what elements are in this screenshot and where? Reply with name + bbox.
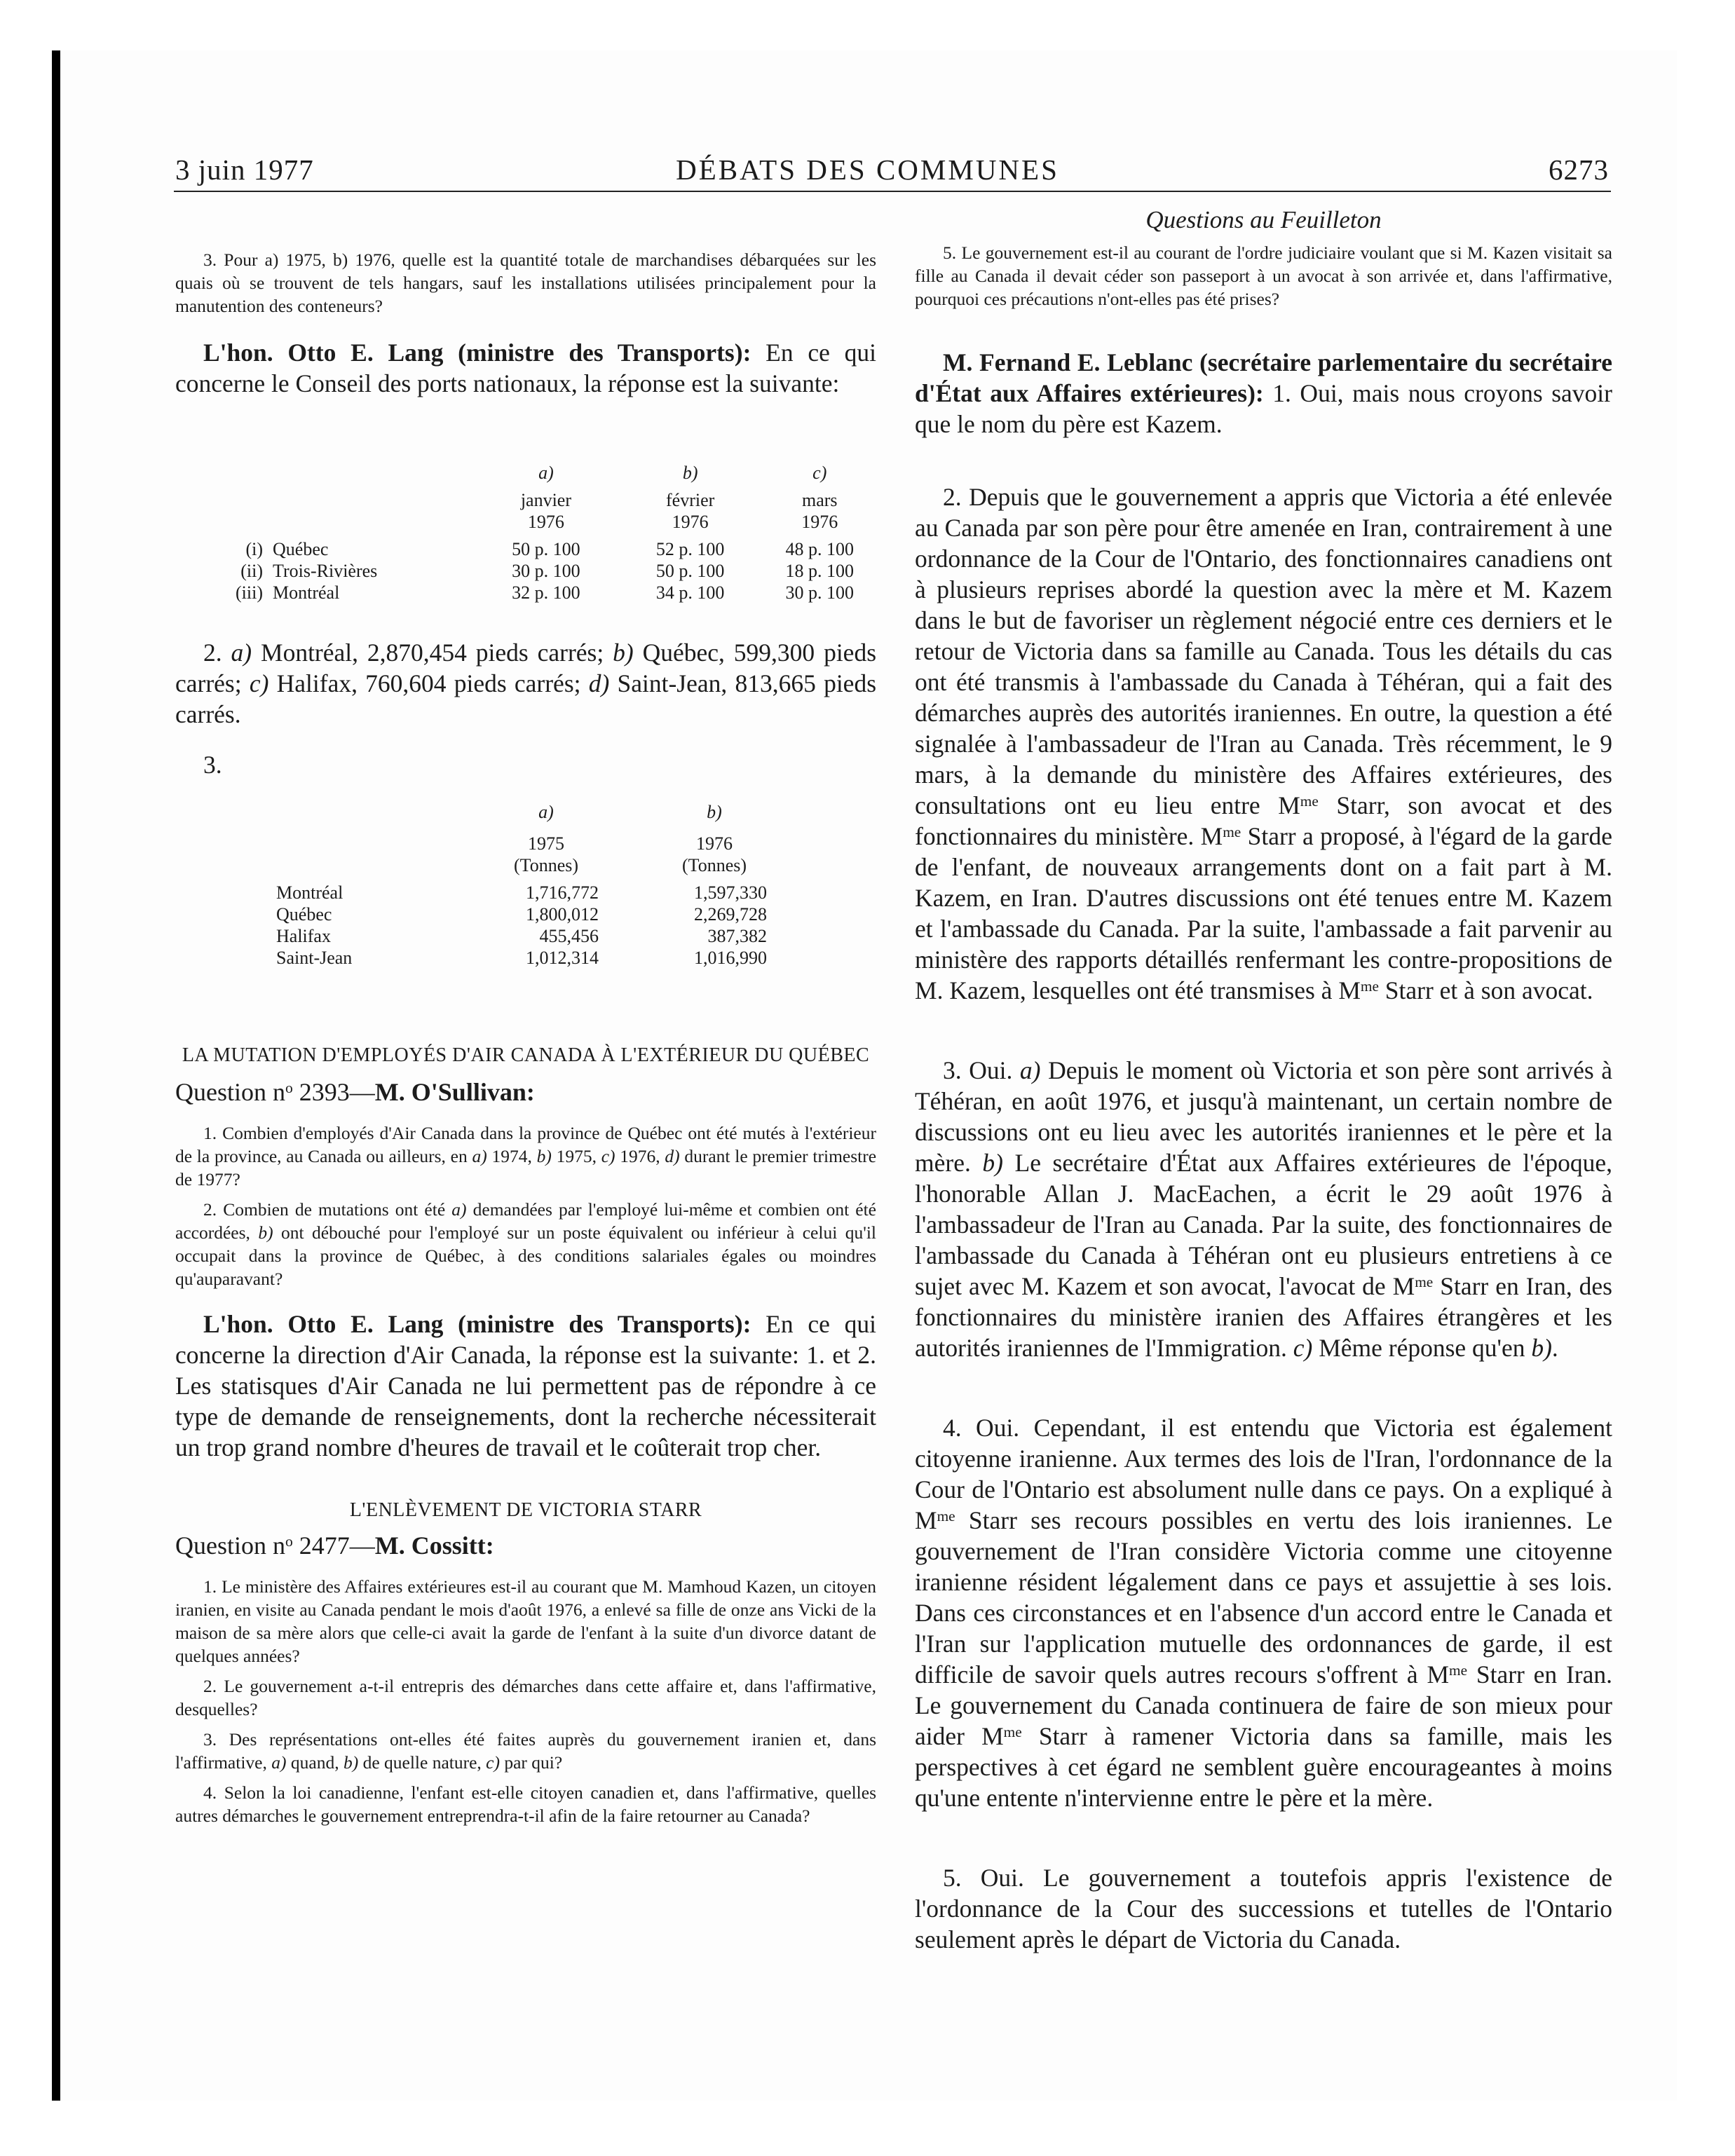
answer-3-paragraph [915, 1055, 1612, 1363]
item-letter: b) [258, 1222, 273, 1243]
item-letter: a) [1019, 1056, 1041, 1084]
cell-value: 30 p. 100 [512, 561, 580, 581]
item-letter: a) [231, 639, 252, 667]
row-roman: (i) [245, 539, 264, 559]
answer-text: Québec, 599,300 pieds carrés; [175, 639, 877, 697]
superscript: me [1449, 1661, 1468, 1679]
col-letter: b) [707, 802, 722, 822]
row-place: Halifax [276, 926, 331, 946]
cell-value: 50 p. 100 [655, 561, 725, 581]
answer-5-paragraph: 5. Oui. Le gouvernement a toutefois appris l'existence de l'ordonnance de la Cour des successions et tutelles de l'Ontario seulement après le départ de Victoria du Canada. [915, 1864, 1612, 1953]
question-text: quand, [286, 1752, 343, 1773]
answer-text: 3. Oui. [943, 1056, 1020, 1084]
speaker-name: L'hon. Otto E. Lang (ministre des Transports): [203, 339, 751, 367]
question-text: durant le premier trimestre de 1977? [175, 1146, 877, 1189]
question-text: 1. Combien d'employés d'Air Canada dans la province de Québec ont été mutés à l'extérieur de la province, au Canada ou ailleurs, en [175, 1123, 876, 1166]
item-letter: b) [1531, 1334, 1552, 1362]
col-month: février [666, 490, 715, 510]
question-text: 1974, [487, 1146, 537, 1166]
answer-3-label: 3. [203, 751, 222, 779]
question-label: Question n [175, 1078, 285, 1106]
superscript: me [1003, 1723, 1022, 1740]
item-letter: a) [451, 1199, 467, 1220]
table-row [276, 925, 767, 947]
col-letter: c) [812, 463, 827, 483]
cell-value: 2,269,728 [694, 904, 767, 925]
left-column [175, 203, 876, 1827]
answer-text: Halifax, 760,604 pieds carrés; [268, 669, 589, 697]
answer-text: Starr et à son avocat. [1378, 976, 1593, 1004]
item-letter: c) [249, 669, 269, 697]
table-row [207, 560, 876, 582]
table-row [276, 947, 767, 969]
col-year: 1976 [801, 512, 838, 532]
question-text: ont débouché pour l'employé sur un poste équivalent ou inférieur à celui qu'il occupait dans la province de Québec, à des conditions salariales égales ou moindres qu'auparavant? [175, 1222, 876, 1289]
section-title-air-canada: LA MUTATION D'EMPLOYÉS D'AIR CANADA À L'EXTÉRIEUR DU QUÉBEC [182, 1044, 870, 1066]
answer-2-paragraph [915, 482, 1612, 1006]
row-place: Montréal [276, 882, 343, 903]
question-2393-part-2 [175, 1198, 876, 1290]
question-text: 2. Combien de mutations ont été [203, 1199, 452, 1220]
row-roman: (iii) [236, 582, 264, 603]
col-year: 1976 [672, 512, 709, 532]
col-unit: (Tonnes) [681, 855, 747, 875]
answer-text: Starr ses recours possibles en vertu des lois iraniennes. Le gouvernement de l'Iran considère Victoria comme une citoyenne iranienne résident légalement dans ce pays et assujettie à ses lois. Dans ces circonstances et en l'absence d'un accord entre le Canada et l'Iran sur l'application mutuelle des ordonnances de garde, il est difficile de savoir quels autres recours s'offrent à M [915, 1506, 1612, 1688]
cell-value: 32 p. 100 [512, 582, 580, 603]
reply-lang-ports [175, 337, 876, 399]
question-text: demandées par l'employé lui-même et combien ont été accordées, [175, 1199, 876, 1243]
scan-edge-bar [52, 50, 60, 2101]
col-unit: (Tonnes) [513, 855, 579, 875]
table-row [207, 582, 876, 603]
answer-text: Starr en Iran, des fonctionnaires du ministère iranien des Affaires étrangères et les autorités iraniennes de l'Immigration. [915, 1272, 1612, 1362]
question-label: Question n [175, 1531, 285, 1560]
cell-value: 48 p. 100 [785, 539, 855, 559]
running-head-questions: Questions au Feuilleton [1145, 206, 1382, 233]
col-letter: a) [538, 463, 554, 483]
table-row [276, 903, 767, 925]
answer-4-paragraph [915, 1412, 1612, 1813]
question-text: par qui? [499, 1752, 563, 1773]
col-year: 1976 [527, 512, 564, 532]
superscript: me [1415, 1273, 1434, 1290]
question-text: 1975, [551, 1146, 601, 1166]
reply-leblanc [915, 347, 1612, 439]
question-2393-part-1 [175, 1121, 876, 1191]
reply-text: En ce qui concerne le Conseil des ports nationaux, la réponse est la suivante: [175, 339, 877, 397]
answer-text: 4. Oui. Cependant, il est entendu que Victoria est également citoyenne iranienne. Aux termes des lois de l'Iran, l'ordonnance de la Cour de l'Ontario est absolument nulle dans ce pays. On a expliqué à M [915, 1414, 1612, 1534]
item-letter: b) [536, 1146, 552, 1166]
row-roman: (ii) [240, 561, 264, 581]
question-text: 3. Des représentations ont-elles été faites auprès du gouvernement iranien et, dans l'affirmative, [175, 1729, 876, 1773]
col-year: 1975 [528, 833, 564, 854]
col-year: 1976 [696, 833, 733, 854]
row-place: Québec [273, 539, 329, 559]
cell-value: 1,012,314 [526, 948, 599, 968]
answer-text: Montréal, 2,870,454 pieds carrés; [252, 639, 613, 667]
reply-lang-air-canada [175, 1309, 876, 1463]
right-column [915, 203, 1612, 1955]
question-2477-part-2: 2. Le gouvernement a-t-il entrepris des démarches dans cette affaire et, dans l'affirmative, desquelles? [175, 1676, 876, 1719]
answer-text: Le secrétaire d'État aux Affaires extérieures de l'époque, l'honorable Allan J. MacEachen, a écrit le 29 août 1976 à l'ambassadeur de l'Iran au Canada. Par la suite, des fonctionnaires de l'ambassade du Canada à Téhéran ont eu plusieurs entretiens à ce sujet avec M. Kazem et son avocat, l'avocat de M [915, 1149, 1612, 1300]
cell-value: 50 p. 100 [512, 539, 580, 559]
item-letter: d) [588, 669, 610, 697]
item-letter: a) [472, 1146, 487, 1166]
superscript: me [937, 1507, 955, 1524]
superscript: me [1360, 977, 1379, 995]
cell-value: 30 p. 100 [785, 582, 855, 603]
row-place: Montréal [273, 582, 340, 603]
question-2477-part-1: 1. Le ministère des Affaires extérieures est-il au courant que M. Mamhoud Kazen, un citoyen iranien, en visite au Canada pendant le mois d'août 1976, a enlevé sa fille de onze ans Vicki de la maison de sa mère alors que celle-ci avait la garde de l'enfant à la suite d'un divorce datant de quelques années? [175, 1576, 876, 1666]
item-letter: a) [271, 1752, 287, 1773]
question-2477-part-4: 4. Selon la loi canadienne, l'enfant est-elle citoyen canadien et, dans l'affirmative, quelles autres démarches le gouvernement entreprendra-t-il afin de la faire retourner au Canada? [175, 1782, 876, 1826]
item-letter: c) [601, 1146, 615, 1166]
question-3-text: 3. Pour a) 1975, b) 1976, quelle est la quantité totale de marchandises débarquées sur les quais où se trouvent de tels hangars, sauf les installations utilisées principalement pour la manutention des conteneurs? [175, 250, 876, 316]
question-2477-part-5: 5. Le gouvernement est-il au courant de l'ordre judiciaire voulant que si M. Kazen visitait sa fille au Canada il devait céder son passeport à un avocat à son arrivée et, dans l'affirmative, pourquoi ces précautions n'ont-elles pas été prises? [915, 243, 1612, 309]
member-name: M. O'Sullivan: [374, 1078, 535, 1106]
answer-text: 2. [203, 639, 231, 667]
section-title-victoria-starr: L'ENLÈVEMENT DE VICTORIA STARR [349, 1499, 702, 1521]
col-month: janvier [520, 490, 571, 510]
question-2477-part-3 [175, 1728, 876, 1774]
item-letter: b) [343, 1752, 359, 1773]
question-text: 1976, [615, 1146, 665, 1166]
table-row [276, 882, 767, 903]
answer-text: Même réponse qu'en [1312, 1334, 1532, 1362]
question-number: 2477— [292, 1531, 375, 1560]
table-row [207, 538, 876, 560]
answer-text: . [1551, 1334, 1558, 1362]
header-rule [174, 191, 1611, 192]
answer-2-areas [175, 637, 876, 730]
cell-value: 34 p. 100 [655, 582, 725, 603]
superscript: me [1300, 792, 1319, 810]
item-letter: c) [486, 1752, 500, 1773]
question-number: 2393— [292, 1078, 375, 1106]
cell-value: 18 p. 100 [785, 561, 855, 581]
page-number: 6273 [1549, 153, 1609, 186]
speaker-name: L'hon. Otto E. Lang (ministre des Transports): [203, 1310, 751, 1338]
cell-value: 387,382 [707, 926, 767, 946]
cell-value: 1,597,330 [694, 882, 767, 903]
answer-text: Starr à ramener Victoria dans sa famille, mais les perspectives à cet égard ne semblent guère encourageantes à moins qu'une entente n'intervienne entre le père et la mère. [915, 1722, 1612, 1812]
cell-value: 1,800,012 [526, 904, 599, 925]
cell-value: 1,016,990 [694, 948, 767, 968]
col-letter: b) [682, 463, 698, 483]
item-letter: b) [613, 639, 634, 667]
running-header-date: 3 juin 1977 [175, 153, 314, 186]
cell-value: 52 p. 100 [655, 539, 725, 559]
answer-text: Starr en Iran. Le gouvernement du Canada continuera de faire de son mieux pour aider M [915, 1660, 1612, 1750]
reply-text: En ce qui concerne la direction d'Air Canada, la réponse est la suivante: 1. et 2. Les statisques d'Air Canada ne lui permettent pas de répondre à ce type de demande de renseignements, dont la recherche nécessiterait un trop grand nombre d'heures de travail et le coûterait trop cher. [175, 1310, 877, 1461]
speaker-name: M. Fernand E. Leblanc (secrétaire parlementaire du secrétaire d'État aux Affaires extérieures): [915, 348, 1612, 407]
cell-value: 1,716,772 [526, 882, 599, 903]
item-letter: b) [982, 1149, 1003, 1177]
member-name: M. Cossitt: [374, 1531, 494, 1560]
cell-value: 455,456 [539, 926, 599, 946]
answer-text: Starr, son avocat et des fonctionnaires du ministère. M [915, 791, 1612, 850]
answer-text: Starr a proposé, à l'égard de la garde de l'enfant, de nouveaux arrangements dont on a fait part à M. Kazem, en Iran. D'autres discussions ont été tenues entre M. Kazem et l'ambassade du Canada. Par la suite, l'ambassade a fait parvenir au ministère des rapports détaillés renfermant les contre-propositions de M. Kazem, lesquelles ont été transmises à M [915, 822, 1612, 1004]
col-letter: a) [538, 802, 554, 822]
item-letter: c) [1293, 1334, 1313, 1362]
question-2477-heading [175, 1530, 876, 1561]
row-place: Québec [276, 904, 332, 925]
col-month: mars [802, 490, 838, 510]
superscript: o [285, 1532, 293, 1550]
reply-text: 1. Oui, mais nous croyons savoir que le nom du père est Kazem. [915, 379, 1612, 438]
superscript: o [285, 1079, 293, 1096]
answer-text: Depuis le moment où Victoria et son père sont arrivés à Téhéran, en août 1976, et jusqu'à maintenant, un certain nombre de discussions ont eu lieu avec les autorités iraniennes et le père et la mère. [915, 1056, 1613, 1177]
ports-percent-table [207, 462, 876, 603]
tonnage-table [276, 801, 767, 969]
superscript: me [1223, 823, 1241, 840]
question-2393-heading [175, 1077, 876, 1107]
running-header-publication: DÉBATS DES COMMUNES [676, 153, 1059, 186]
answer-text: 2. Depuis que le gouvernement a appris que Victoria a été enlevée au Canada par son père pour être amenée en Iran, contrairement à une ordonnance de la Cour de l'Ontario, des fonctionnaires canadiens ont à plusieurs reprises abordé la question avec la mère et M. Kazem dans le but de favoriser un règlement négocié entre ces derniers et le retour de Victoria dans sa famille au Canada. Tous les détails du cas ont été transmis à l'ambassade du Canada à Téhéran, qui a fait des démarches auprès des autorités iraniennes. En outre, la question a été signalée à l'ambassadeur de l'Iran au Canada. Très récemment, le 9 mars, à la demande du ministère des Affaires extérieures, des consultations ont eu lieu entre M [915, 483, 1612, 819]
row-place: Trois-Rivières [273, 561, 378, 581]
answer-text: Saint-Jean, 813,665 pieds carrés. [175, 669, 877, 728]
row-place: Saint-Jean [276, 948, 353, 968]
item-letter: d) [665, 1146, 680, 1166]
question-text: de quelle nature, [358, 1752, 487, 1773]
